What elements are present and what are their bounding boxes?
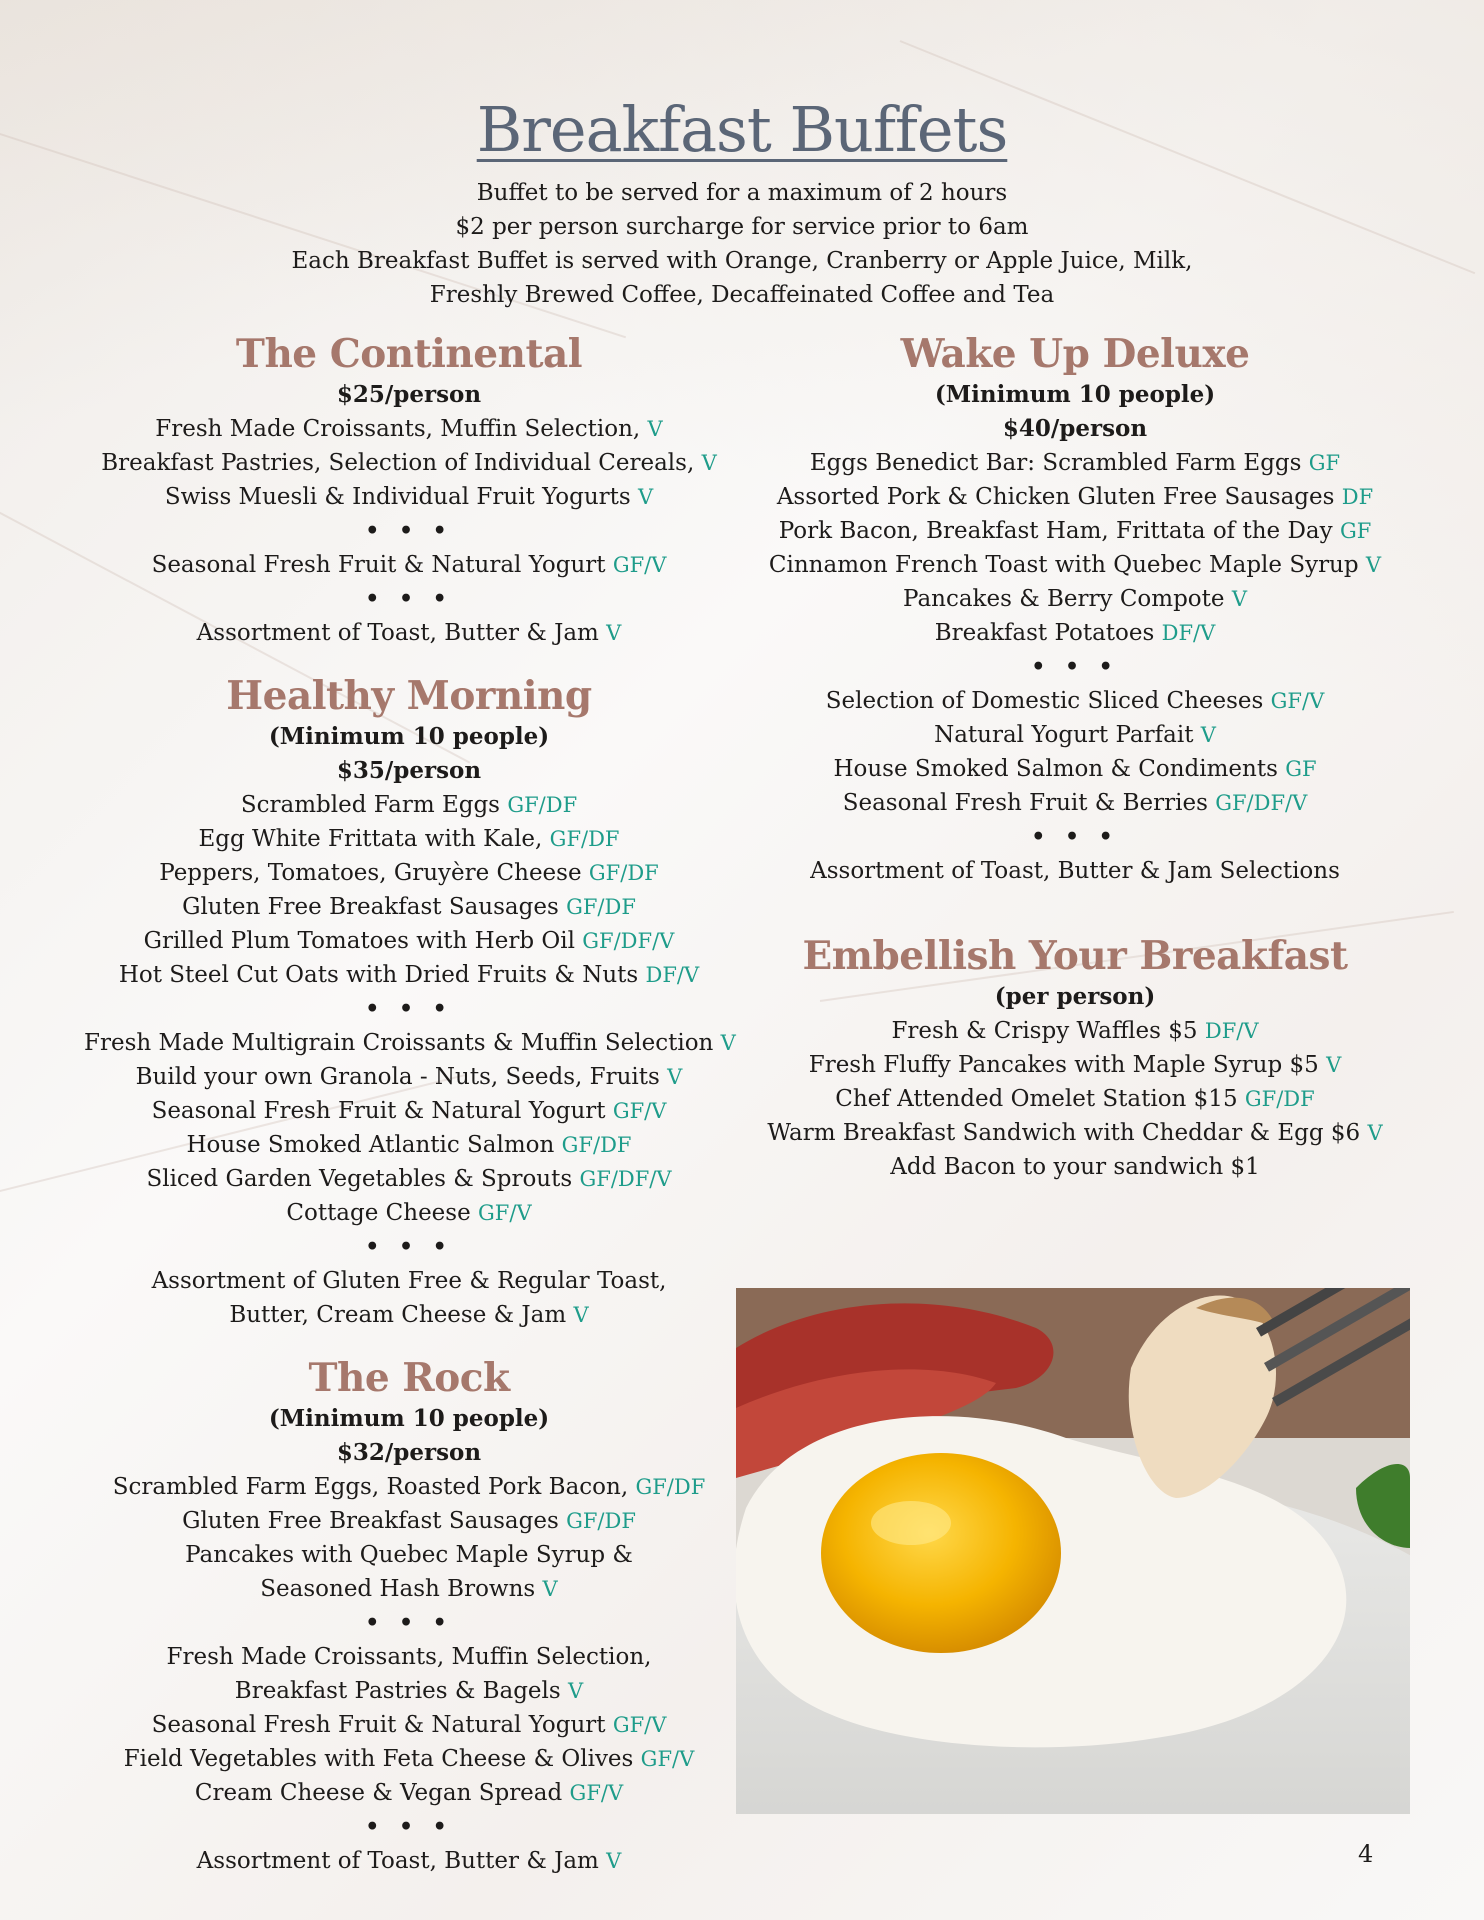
intro-text [0, 176, 1484, 312]
diet-tag: DF/V [1204, 1019, 1259, 1043]
menu-item: Pork Bacon, Breakfast Ham, Frittata of the Day GF [778, 518, 1372, 544]
divider-dots: • • • [365, 1234, 453, 1260]
diet-tag: GF/DF [507, 793, 578, 817]
diet-tag: V [701, 451, 717, 475]
menu-item: Seasonal Fresh Fruit & Natural Yogurt GF/V [151, 1712, 667, 1738]
diet-tag: V [647, 417, 663, 441]
diet-tag: GF [1339, 519, 1372, 543]
section-title: Healthy Morning [226, 673, 592, 719]
diet-tag: GF/DF [1244, 1087, 1315, 1111]
price: $25/person [336, 381, 482, 408]
intro-line: $2 per person surcharge for service prior to 6am [455, 214, 1029, 240]
diet-tag: V [667, 1065, 683, 1089]
intro-line: Each Breakfast Buffet is served with Orange, Cranberry or Apple Juice, Milk, [291, 248, 1193, 274]
diet-tag: GF [1308, 451, 1341, 475]
menu-item: Breakfast Pastries, Selection of Individual Cereals, V [101, 450, 717, 476]
divider-dots: • • • [365, 996, 453, 1022]
page-number: 4 [1358, 1840, 1374, 1868]
menu-item: Peppers, Tomatoes, Gruyère Cheese GF/DF [159, 860, 659, 886]
intro-line: Buffet to be served for a maximum of 2 hours [476, 180, 1008, 206]
menu-item: Selection of Domestic Sliced Cheeses GF/V [825, 688, 1325, 714]
menu-item: Field Vegetables with Feta Cheese & Olives GF/V [123, 1746, 695, 1772]
menu-item: Scrambled Farm Eggs, Roasted Pork Bacon, GF/DF [112, 1474, 706, 1500]
diet-tag: GF/V [612, 1099, 667, 1123]
menu-item: Fresh & Crispy Waffles $5 DF/V [891, 1018, 1259, 1044]
menu-item: Assortment of Toast, Butter & Jam V [196, 1848, 622, 1874]
menu-item: Assorted Pork & Chicken Gluten Free Sausages DF [776, 484, 1374, 510]
menu-item: Gluten Free Breakfast Sausages GF/DF [182, 894, 636, 920]
menu-item: Fresh Made Croissants, Muffin Selection, V [155, 416, 663, 442]
page-title: Breakfast Buffets [476, 93, 1008, 166]
diet-tag: V [1231, 587, 1247, 611]
menu-item: Fresh Made Multigrain Croissants & Muffin Selection V [84, 1030, 736, 1056]
diet-tag: V [568, 1679, 584, 1703]
price: $35/person [336, 757, 482, 784]
diet-tag: GF/DF/V [1215, 791, 1308, 815]
wake-up-deluxe-section [750, 330, 1400, 888]
menu-item: Breakfast Pastries & Bagels V [234, 1678, 584, 1704]
menu-item: Assortment of Toast, Butter & Jam Selections [810, 858, 1340, 884]
diet-tag: V [573, 1303, 589, 1327]
menu-item: Cream Cheese & Vegan Spread GF/V [194, 1780, 624, 1806]
diet-tag: V [720, 1031, 736, 1055]
right-column [750, 330, 1400, 1184]
menu-item: Seasonal Fresh Fruit & Natural Yogurt GF/V [151, 552, 667, 578]
menu-item: Sliced Garden Vegetables & Sprouts GF/DF/V [146, 1166, 672, 1192]
diet-tag: GF/V [612, 553, 667, 577]
menu-item: Natural Yogurt Parfait V [934, 722, 1216, 748]
diet-tag: DF [1341, 485, 1374, 509]
divider-dots: • • • [1031, 824, 1119, 850]
section-title: The Continental [235, 331, 583, 377]
menu-item: Grilled Plum Tomatoes with Herb Oil GF/DF/V [143, 928, 675, 954]
fried-egg-photo [736, 1288, 1410, 1814]
divider-dots: • • • [1031, 654, 1119, 680]
diet-tag: V [542, 1577, 558, 1601]
menu-item: Build your own Granola - Nuts, Seeds, Fruits V [135, 1064, 683, 1090]
diet-tag: V [1200, 723, 1216, 747]
menu-item: Pancakes & Berry Compote V [903, 586, 1247, 612]
diet-tag: GF/DF [566, 1509, 636, 1533]
divider-dots: • • • [365, 1814, 453, 1840]
divider-dots: • • • [365, 1610, 453, 1636]
menu-item: Egg White Frittata with Kale, GF/DF [198, 826, 620, 852]
minimum-note: (Minimum 10 people) [934, 381, 1216, 408]
diet-tag: GF/DF [635, 1475, 706, 1499]
menu-item: Fresh Made Croissants, Muffin Selection, [166, 1644, 652, 1670]
diet-tag: V [1367, 1121, 1383, 1145]
left-column [84, 330, 734, 1878]
diet-tag: GF/DF [561, 1133, 632, 1157]
intro-line: Freshly Brewed Coffee, Decaffeinated Coffee and Tea [429, 282, 1055, 308]
menu-item: Assortment of Gluten Free & Regular Toast, [151, 1268, 667, 1294]
menu-item: Fresh Fluffy Pancakes with Maple Syrup $5 V [808, 1052, 1342, 1078]
section-title: Wake Up Deluxe [900, 331, 1250, 377]
diet-tag: GF/V [478, 1201, 532, 1225]
menu-item: Chef Attended Omelet Station $15 GF/DF [835, 1086, 1315, 1112]
diet-tag: GF/V [569, 1781, 624, 1805]
diet-tag: V [1326, 1053, 1342, 1077]
the-rock-section [84, 1354, 734, 1878]
minimum-note: (Minimum 10 people) [268, 723, 550, 750]
menu-item: Scrambled Farm Eggs GF/DF [240, 792, 578, 818]
diet-tag: DF/V [1161, 621, 1216, 645]
diet-tag: GF/V [640, 1747, 695, 1771]
menu-item: Eggs Benedict Bar: Scrambled Farm Eggs GF [809, 450, 1341, 476]
minimum-note: (Minimum 10 people) [268, 1405, 550, 1432]
per-person-note: (per person) [994, 983, 1156, 1010]
diet-tag: GF/DF/V [582, 929, 675, 953]
diet-tag: V [1365, 553, 1382, 577]
healthy-morning-section [84, 672, 734, 1332]
continental-section [84, 330, 734, 650]
diet-tag: V [606, 1849, 622, 1873]
menu-item: House Smoked Atlantic Salmon GF/DF [186, 1132, 632, 1158]
menu-item: House Smoked Salmon & Condiments GF [833, 756, 1317, 782]
menu-item: Assortment of Toast, Butter & Jam V [196, 620, 622, 646]
menu-item: Breakfast Potatoes DF/V [934, 620, 1216, 646]
menu-item: Swiss Muesli & Individual Fruit Yogurts V [164, 484, 654, 510]
diet-tag: GF/DF [588, 861, 659, 885]
diet-tag: GF [1285, 757, 1317, 781]
menu-item: Cottage Cheese GF/V [286, 1200, 532, 1226]
menu-item: Seasonal Fresh Fruit & Natural Yogurt GF/V [151, 1098, 667, 1124]
menu-item: Butter, Cream Cheese & Jam V [229, 1302, 589, 1328]
diet-tag: GF/DF/V [579, 1167, 672, 1191]
menu-item: Hot Steel Cut Oats with Dried Fruits & Nuts DF/V [118, 962, 700, 988]
page-header [0, 92, 1484, 312]
menu-item: Seasoned Hash Browns V [260, 1576, 558, 1602]
diet-tag: GF/DF [549, 827, 620, 851]
section-title: Embellish Your Breakfast [802, 933, 1348, 979]
diet-tag: GF/V [1270, 689, 1325, 713]
diet-tag: DF/V [645, 963, 700, 987]
menu-item: Pancakes with Quebec Maple Syrup & [185, 1542, 633, 1568]
section-title: The Rock [308, 1355, 510, 1401]
diet-tag: GF/V [612, 1713, 667, 1737]
divider-dots: • • • [365, 518, 453, 544]
diet-tag: V [606, 621, 622, 645]
diet-tag: GF/DF [566, 895, 636, 919]
divider-dots: • • • [365, 586, 453, 612]
menu-item: Add Bacon to your sandwich $1 [890, 1154, 1260, 1180]
menu-item: Warm Breakfast Sandwich with Cheddar & Egg $6 V [767, 1120, 1383, 1146]
price: $32/person [336, 1439, 482, 1466]
diet-tag: V [637, 485, 654, 509]
menu-item: Seasonal Fresh Fruit & Berries GF/DF/V [842, 790, 1308, 816]
fried-egg-illustration [736, 1288, 1410, 1814]
menu-item: Gluten Free Breakfast Sausages GF/DF [182, 1508, 636, 1534]
embellish-section [750, 932, 1400, 1184]
price: $40/person [1002, 415, 1148, 442]
menu-item: Cinnamon French Toast with Quebec Maple Syrup V [768, 552, 1382, 578]
